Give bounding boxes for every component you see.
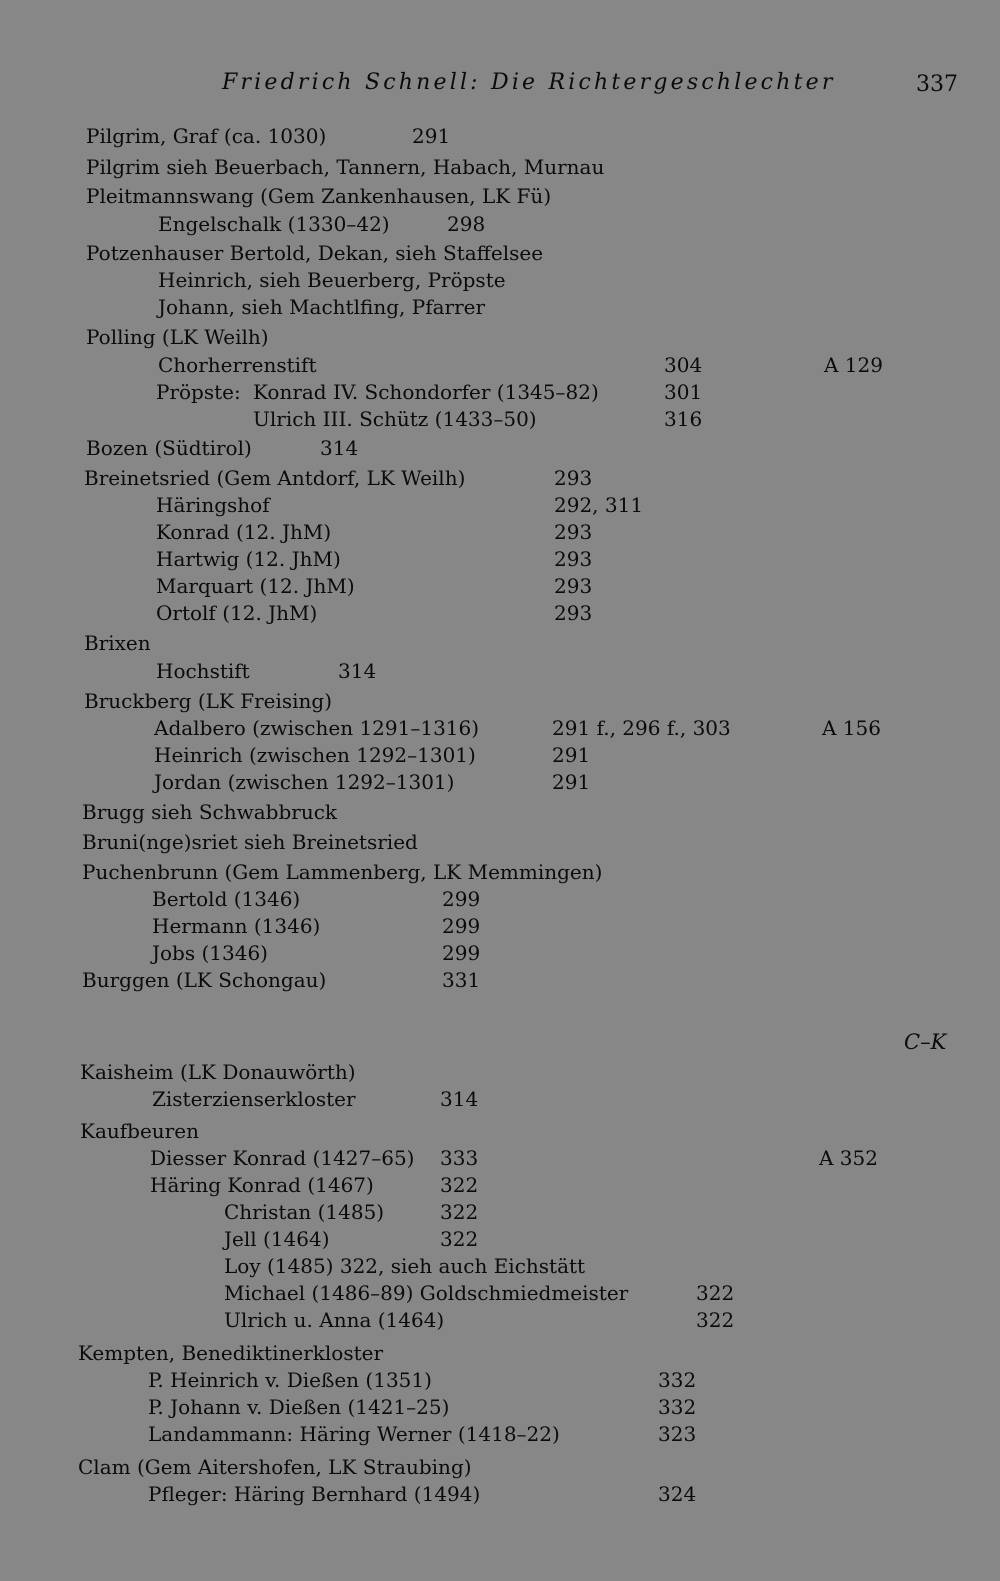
index-entry (0, 859, 1000, 886)
entry-text: Bertold (1346) (152, 887, 301, 911)
entry-text: Christan (1485) (224, 1200, 385, 1224)
index-entry (0, 769, 1000, 796)
index-entry (0, 940, 1000, 967)
index-entry (0, 435, 1000, 462)
entry-text: Loy (1485) 322, sieh auch Eichstätt (224, 1254, 586, 1278)
index-entry (0, 630, 1000, 657)
entry-text: Bruni(nge)sriet sieh Breinetsried (82, 830, 418, 854)
index-entry (0, 1454, 1000, 1481)
entry-page: 293 (554, 466, 593, 490)
entry-page: 299 (442, 941, 481, 965)
entry-text: Jordan (zwischen 1292–1301) (154, 770, 455, 794)
index-entry (0, 688, 1000, 715)
entry-text: Marquart (12. JhM) (156, 574, 355, 598)
entry-page: 324 (658, 1482, 697, 1506)
index-entry (0, 154, 1000, 181)
entry-ref: A 156 (822, 716, 881, 740)
entry-text: Engelschalk (1330–42) (158, 212, 390, 236)
entry-page: 293 (554, 601, 593, 625)
entry-page: 291 f., 296 f., 303 (552, 716, 731, 740)
entry-page: 314 (338, 659, 377, 683)
index-entry (0, 123, 1000, 150)
entry-text: Burggen (LK Schongau) (82, 968, 327, 992)
entry-text: Pleitmannswang (Gem Zankenhausen, LK Fü) (86, 184, 552, 208)
entry-page: 322 (440, 1227, 479, 1251)
entry-text: Jobs (1346) (152, 941, 268, 965)
entry-text: Zisterzienserkloster (152, 1087, 356, 1111)
entry-ref: A 129 (824, 353, 883, 377)
index-entry (0, 1394, 1000, 1421)
index-entry (0, 546, 1000, 573)
section-mark: C–K (904, 1030, 947, 1054)
index-entry (0, 183, 1000, 210)
index-entry (0, 1307, 1000, 1334)
index-entry (0, 211, 1000, 238)
entry-page: 331 (442, 968, 481, 992)
entry-text: Brugg sieh Schwabbruck (82, 800, 338, 824)
entry-page: 322 (440, 1200, 479, 1224)
entry-page: 298 (447, 212, 486, 236)
entry-text: Chorherrenstift (158, 353, 317, 377)
entry-page: 332 (658, 1395, 697, 1419)
index-entry (0, 715, 1000, 742)
entry-page: 332 (658, 1368, 697, 1392)
index-entry (0, 465, 1000, 492)
entry-prefix: Pröpste: (156, 380, 241, 404)
page-number: 337 (916, 72, 958, 97)
index-entry (0, 352, 1000, 379)
entry-text: Kaufbeuren (80, 1119, 199, 1143)
index-entry (0, 913, 1000, 940)
entry-text: Pfleger: Häring Bernhard (1494) (148, 1482, 481, 1506)
entry-page: 299 (442, 887, 481, 911)
index-entry (0, 1421, 1000, 1448)
entry-text: Diesser Konrad (1427–65) (150, 1146, 415, 1170)
entry-text: Potzenhauser Bertold, Dekan, sieh Staffelsee (86, 241, 544, 265)
entry-text: Ortolf (12. JhM) (156, 601, 318, 625)
entry-text: Breinetsried (Gem Antdorf, LK Weilh) (84, 466, 466, 490)
entry-page: 291 (552, 770, 591, 794)
index-entry (0, 1253, 1000, 1280)
index-entry (0, 573, 1000, 600)
running-title: Friedrich Schnell: Die Richtergeschlechter (222, 70, 836, 95)
entry-text: Jell (1464) (224, 1227, 330, 1251)
entry-page: 293 (554, 547, 593, 571)
entry-text: Häring Konrad (1467) (150, 1173, 374, 1197)
index-entry (0, 1226, 1000, 1253)
index-entry (0, 1145, 1000, 1172)
index-entry (0, 967, 1000, 994)
index-entry (0, 1199, 1000, 1226)
entry-text: Clam (Gem Aitershofen, LK Straubing) (78, 1455, 472, 1479)
entry-text: P. Heinrich v. Dießen (1351) (148, 1368, 432, 1392)
entry-text: Konrad (12. JhM) (156, 520, 332, 544)
entry-text: Puchenbrunn (Gem Lammenberg, LK Memmingen) (82, 860, 603, 884)
index-entry (0, 1118, 1000, 1145)
index-entry (0, 1086, 1000, 1113)
entry-text: Brixen (84, 631, 151, 655)
entry-ref: A 352 (819, 1146, 878, 1170)
entry-page: 314 (320, 436, 359, 460)
index-entry (0, 267, 1000, 294)
index-entry (0, 379, 1000, 406)
index-entry (0, 492, 1000, 519)
index-entry (0, 324, 1000, 351)
entry-text: Heinrich, sieh Beuerberg, Pröpste (158, 268, 506, 292)
entry-text: Pilgrim sieh Beuerbach, Tannern, Habach, Murnau (86, 155, 605, 179)
entry-text: Hartwig (12. JhM) (156, 547, 341, 571)
index-entry (0, 886, 1000, 913)
index-entry (0, 1280, 1000, 1307)
entry-text: Häringshof (156, 493, 270, 517)
index-entry (0, 1367, 1000, 1394)
entry-text: Ulrich u. Anna (1464) (224, 1308, 445, 1332)
index-entry (0, 1340, 1000, 1367)
entry-page: 333 (440, 1146, 479, 1170)
entry-text: Hermann (1346) (152, 914, 321, 938)
entry-text: Konrad IV. Schondorfer (1345–82) (253, 380, 599, 404)
entry-text: Bozen (Südtirol) (86, 436, 252, 460)
entry-page: 323 (658, 1422, 697, 1446)
entry-page: 292, 311 (554, 493, 644, 517)
index-entry (0, 600, 1000, 627)
entry-text: Polling (LK Weilh) (86, 325, 269, 349)
entry-text: Pilgrim, Graf (ca. 1030) (86, 124, 327, 148)
entry-page: 316 (664, 407, 703, 431)
entry-page: 291 (412, 124, 451, 148)
index-entry (0, 1172, 1000, 1199)
index-entry (0, 519, 1000, 546)
entry-text: Johann, sieh Machtlfing, Pfarrer (158, 295, 486, 319)
index-entry (0, 1059, 1000, 1086)
entry-page: 314 (440, 1087, 479, 1111)
index-entry (0, 294, 1000, 321)
entry-text: Kempten, Benediktinerkloster (78, 1341, 384, 1365)
entry-text: Kaisheim (LK Donauwörth) (80, 1060, 356, 1084)
index-entry (0, 406, 1000, 433)
entry-text: Heinrich (zwischen 1292–1301) (154, 743, 476, 767)
index-entry (0, 829, 1000, 856)
entry-page: 322 (696, 1281, 735, 1305)
entry-page: 322 (696, 1308, 735, 1332)
entry-page: 291 (552, 743, 591, 767)
entry-text: Ulrich III. Schütz (1433–50) (253, 407, 537, 431)
entry-text: Landammann: Häring Werner (1418–22) (148, 1422, 560, 1446)
index-entry (0, 742, 1000, 769)
entry-text: Michael (1486–89) Goldschmiedmeister (224, 1281, 629, 1305)
entry-page: 322 (440, 1173, 479, 1197)
entry-page: 293 (554, 574, 593, 598)
entry-text: Adalbero (zwischen 1291–1316) (154, 716, 480, 740)
entry-text: Bruckberg (LK Freising) (84, 689, 333, 713)
index-entry (0, 799, 1000, 826)
entry-page: 299 (442, 914, 481, 938)
entry-page: 293 (554, 520, 593, 544)
index-entry (0, 658, 1000, 685)
index-entry (0, 240, 1000, 267)
entry-text: P. Johann v. Dießen (1421–25) (148, 1395, 450, 1419)
index-entry (0, 1481, 1000, 1508)
entry-text: Hochstift (156, 659, 250, 683)
entry-page: 304 (664, 353, 703, 377)
entry-page: 301 (664, 380, 703, 404)
